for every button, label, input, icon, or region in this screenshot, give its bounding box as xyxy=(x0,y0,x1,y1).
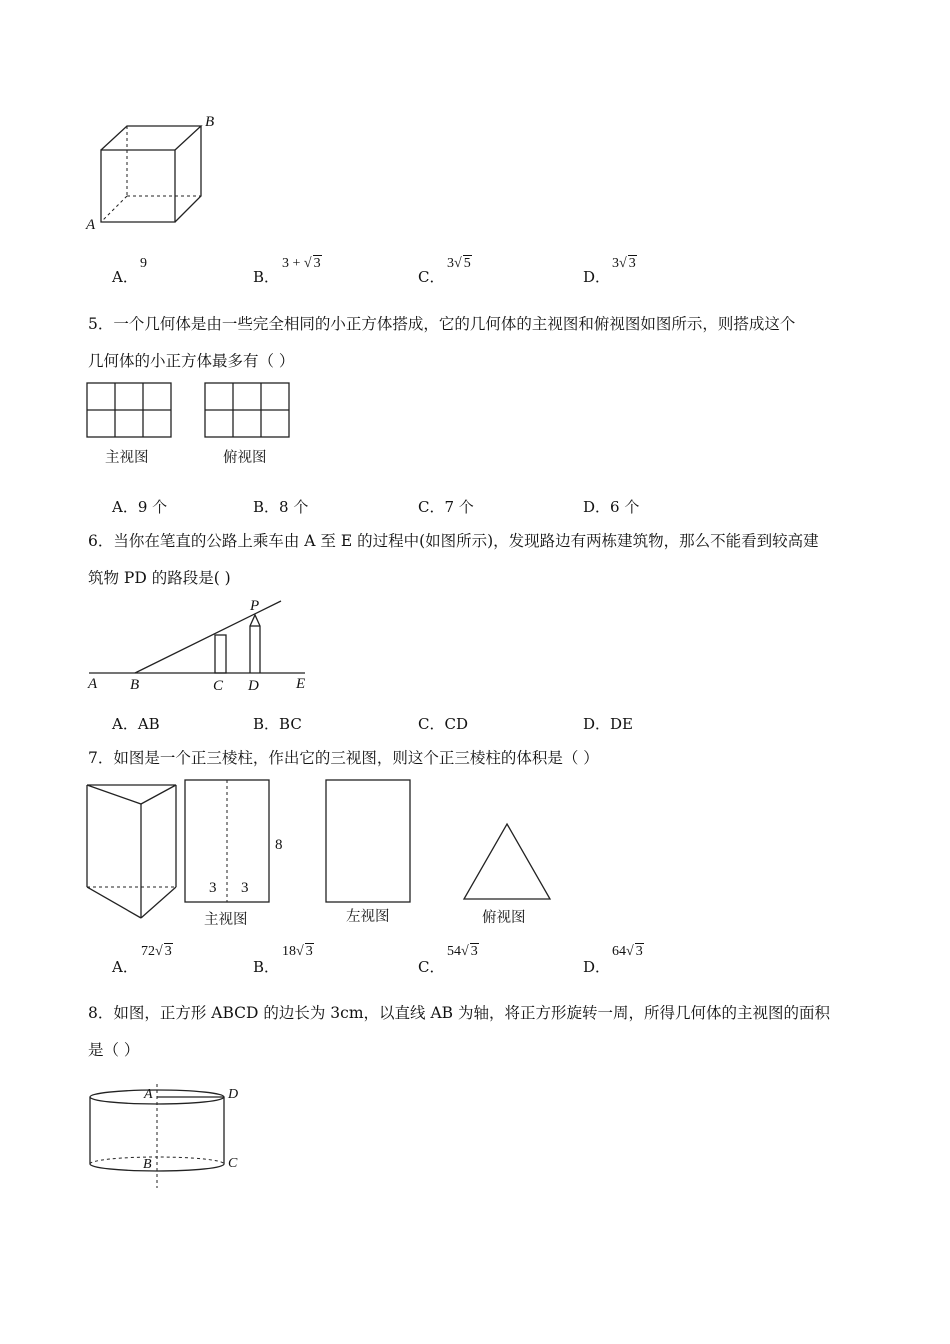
sqrt-symbol: √ 5 xyxy=(454,256,471,271)
option-value: CD xyxy=(444,715,468,733)
q6-label-c: C xyxy=(213,678,224,694)
q8-text-line2: 是（ ） xyxy=(88,1041,140,1059)
math-prefix: 18 xyxy=(282,944,296,959)
q5-caption-main-view: 主视图 xyxy=(105,450,149,466)
sqrt-symbol: √ 3 xyxy=(155,944,172,959)
option-value: 7 个 xyxy=(444,498,474,516)
option-value: 6 个 xyxy=(610,498,640,516)
q6-text-line1: 6．当你在笔直的公路上乘车由 A 至 E 的过程中(如图所示)，发现路边有两栋建筑物，那么不能看到较高建 xyxy=(88,532,819,550)
option-letter: D． xyxy=(583,268,611,286)
q4-option-a-value: 9 xyxy=(140,256,147,271)
q6-label-a: A xyxy=(88,676,98,692)
q7-dim-left: 3 xyxy=(209,880,217,896)
q8-text-line1: 8．如图，正方形 ABCD 的边长为 3cm，以直线 AB 为轴，将正方形旋转一周，所得几何体的主视图的面积 xyxy=(88,1004,830,1022)
option-letter: C． xyxy=(418,498,445,516)
q8-label-a: A xyxy=(144,1087,153,1102)
option-letter: B． xyxy=(253,715,280,733)
option-value: DE xyxy=(610,715,634,733)
option-letter: B． xyxy=(253,958,280,976)
option-letter: C． xyxy=(418,268,445,286)
option-letter: C． xyxy=(418,958,445,976)
q7-dim-height: 8 xyxy=(275,837,283,853)
math-prefix: 3 xyxy=(612,256,619,271)
radicand: 3 xyxy=(164,944,172,959)
sqrt-symbol: √ 3 xyxy=(619,256,636,271)
sqrt-symbol: √ 3 xyxy=(303,256,321,271)
math-prefix: 64 xyxy=(612,944,626,959)
sqrt-symbol: √ 3 xyxy=(296,944,313,959)
option-letter: A． xyxy=(112,268,138,286)
option-letter: A． xyxy=(112,498,138,516)
option-letter: C． xyxy=(418,715,445,733)
option-letter: A． xyxy=(112,715,138,733)
q6-label-d: D xyxy=(248,678,259,694)
math-prefix: 3 xyxy=(447,256,454,271)
sqrt-symbol: √ 3 xyxy=(461,944,478,959)
q7-dim-right: 3 xyxy=(241,880,249,896)
q7-caption-top-view: 俯视图 xyxy=(482,910,526,926)
cube-label-a: A xyxy=(86,217,96,233)
option-value: 8 个 xyxy=(279,498,309,516)
radicand: 3 xyxy=(313,256,321,271)
q8-label-b: B xyxy=(143,1157,152,1172)
q7-caption-main-view: 主视图 xyxy=(204,912,248,928)
option-letter: B． xyxy=(253,268,280,286)
sqrt-symbol: √ 3 xyxy=(626,944,643,959)
radicand: 3 xyxy=(470,944,478,959)
q6-label-p: P xyxy=(250,598,260,614)
option-value: BC xyxy=(279,715,302,733)
q5-text-line1: 5．一个几何体是由一些完全相同的小正方体搭成，它的几何体的主视图和俯视图如图所示，则搭成这个 xyxy=(88,315,796,333)
q5-caption-top-view: 俯视图 xyxy=(223,450,267,466)
radicand: 5 xyxy=(463,256,471,271)
q6-text-line2: 筑物 PD 的路段是( ) xyxy=(88,569,231,587)
option-letter: D． xyxy=(583,958,611,976)
q6-label-b: B xyxy=(130,677,140,693)
q8-label-c: C xyxy=(228,1156,238,1171)
cube-label-b: B xyxy=(205,114,215,130)
radicand: 3 xyxy=(628,256,636,271)
option-value: 9 个 xyxy=(137,498,168,516)
radicand: 3 xyxy=(305,944,313,959)
math-prefix: 3 + xyxy=(282,256,304,271)
q7-caption-left-view: 左视图 xyxy=(346,909,390,925)
radicand: 3 xyxy=(635,944,643,959)
q5-text-line2: 几何体的小正方体最多有（ ） xyxy=(88,352,295,370)
option-letter: D． xyxy=(583,498,611,516)
q8-label-d: D xyxy=(228,1087,239,1102)
option-letter: D． xyxy=(583,715,611,733)
option-letter: B． xyxy=(253,498,280,516)
q7-text-line1: 7．如图是一个正三棱柱，作出它的三视图，则这个正三棱柱的体积是（ ） xyxy=(88,749,599,767)
option-letter: A． xyxy=(112,958,138,976)
math-prefix: 72 xyxy=(141,944,155,959)
math-prefix: 54 xyxy=(447,944,461,959)
option-value: AB xyxy=(137,715,160,733)
q6-label-e: E xyxy=(296,676,306,692)
